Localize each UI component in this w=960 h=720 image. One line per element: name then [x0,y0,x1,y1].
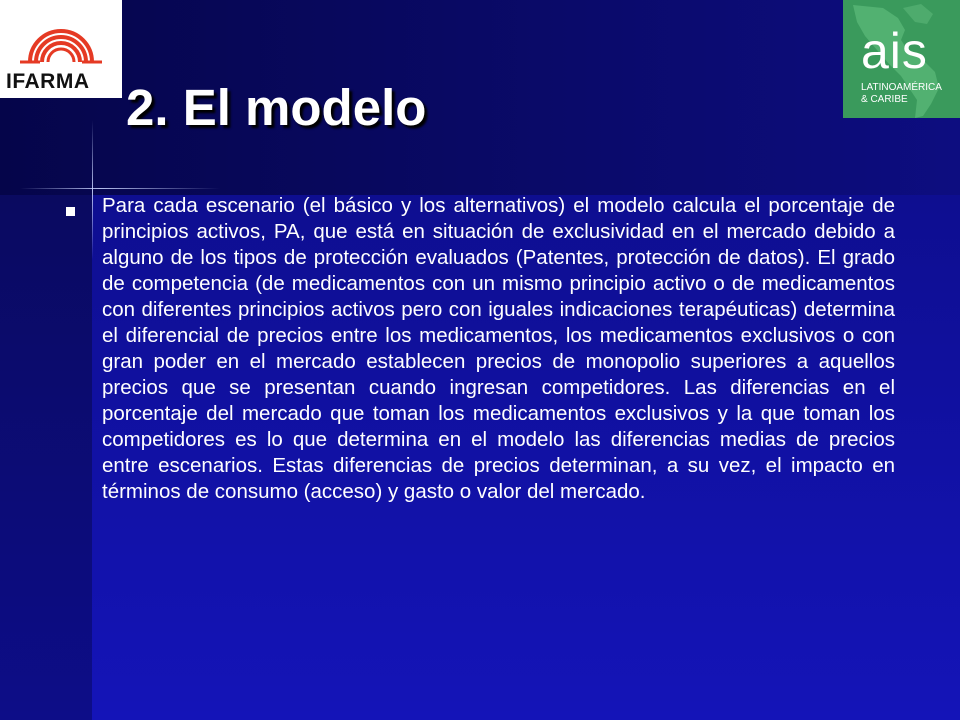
ais-logo-line2: & CARIBE [861,94,908,105]
slide-body-text: Para cada escenario (el básico y los alternativos) el modelo calcula el porcentaje de principios activos, PA, que está en situación de exclusividad en el mercado debido a alguno de los tipos de protección evaluados (Patentes, protección de datos). El grado de competencia (de medicamentos con un mismo principio activo o de medicamentos con diferentes principios activos pero con iguales indicaciones terapéuticas) determina el diferencial de precios entre los medicamentos, los medicamentos exclusivos o con gran poder en el mercado establecen precios de monopolio superiores a aquellos precios que se presentan cuando ingresan competidores. Las diferencias en el porcentaje del mercado que toman los medicamentos exclusivos y la que toman los competidores es lo que determina en el modelo las diferencias medias de precios entre escenarios. Estas diferencias de precios determinan, a su vez, el impacto en términos de consumo (acceso) y gasto o valor del mercado. [102,194,895,503]
ais-logo-subtitle [861,82,942,106]
ais-logo [843,0,960,118]
left-band [0,195,92,720]
ais-logo-line1: LATINOAMÉRICA [861,82,942,93]
ifarma-logo-text: IFARMA [6,70,90,93]
ifarma-logo [0,0,122,98]
bullet-square-icon [66,207,75,216]
vertical-light-line [92,120,93,260]
ais-logo-text: ais [861,23,928,79]
slide-title: 2. El modelo [126,79,427,136]
horizontal-light-line [20,188,220,189]
